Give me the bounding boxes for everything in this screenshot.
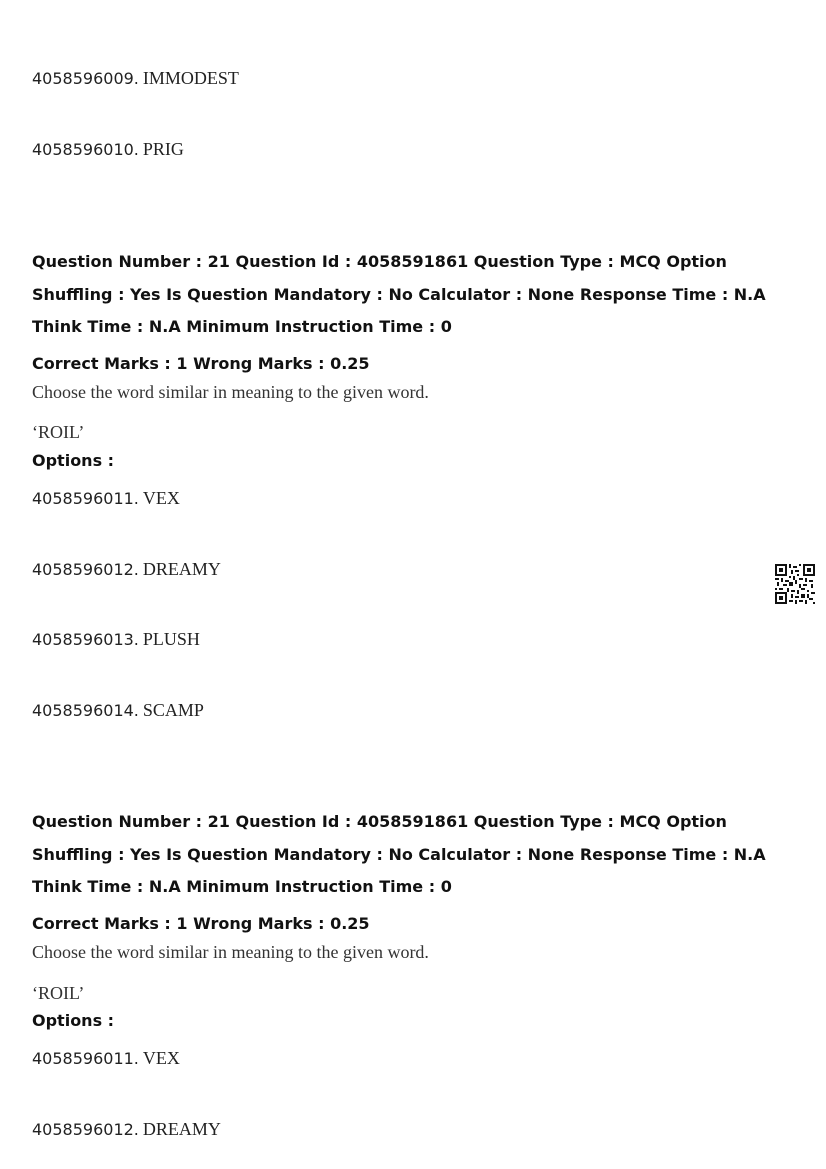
option-id: 4058596013. bbox=[32, 630, 139, 649]
option-item bbox=[32, 489, 180, 508]
option-id: 4058596012. bbox=[32, 1120, 139, 1139]
option-id: 4058596011. bbox=[32, 1049, 139, 1068]
options-label: Options : bbox=[32, 451, 115, 470]
question-meta: Question Number : 21 Question Id : 4058591861 Question Type : MCQ Option Shuffling : Yes Is Question Mandatory : No Calculator : None Response Time : N.A Think Time : N.A Minimum Instruction Time : 0 bbox=[32, 252, 766, 336]
question-meta: Question Number : 21 Question Id : 4058591861 Question Type : MCQ Option Shuffling : Yes Is Question Mandatory : No Calculator : None Response Time : N.A Think Time : N.A Minimum Instruction Time : 0 bbox=[32, 812, 766, 896]
option-text: DREAMY bbox=[142, 1119, 221, 1139]
option-item bbox=[32, 140, 184, 159]
option-text: DREAMY bbox=[142, 559, 221, 579]
option-id: 4058596014. bbox=[32, 701, 139, 720]
option-id: 4058596010. bbox=[32, 140, 139, 159]
option-text: PRIG bbox=[142, 139, 184, 159]
option-text: IMMODEST bbox=[142, 68, 239, 88]
option-item bbox=[32, 560, 221, 579]
question-word: ‘ROIL’ bbox=[32, 983, 85, 1003]
option-id: 4058596009. bbox=[32, 69, 139, 88]
option-item bbox=[32, 630, 200, 649]
option-item bbox=[32, 1120, 221, 1139]
question-marks: Correct Marks : 1 Wrong Marks : 0.25 bbox=[32, 354, 370, 373]
option-text: PLUSH bbox=[142, 629, 200, 649]
option-item bbox=[32, 69, 239, 88]
option-item bbox=[32, 1049, 180, 1068]
option-item bbox=[32, 701, 204, 720]
question-marks: Correct Marks : 1 Wrong Marks : 0.25 bbox=[32, 914, 370, 933]
question-text: Choose the word similar in meaning to the given word. bbox=[32, 382, 429, 402]
qr-code-icon bbox=[775, 564, 815, 604]
question-word: ‘ROIL’ bbox=[32, 422, 85, 442]
question-text: Choose the word similar in meaning to the given word. bbox=[32, 942, 429, 962]
option-text: VEX bbox=[142, 488, 180, 508]
options-label: Options : bbox=[32, 1011, 115, 1030]
option-text: SCAMP bbox=[142, 700, 204, 720]
option-text: VEX bbox=[142, 1048, 180, 1068]
option-id: 4058596011. bbox=[32, 489, 139, 508]
option-id: 4058596012. bbox=[32, 560, 139, 579]
